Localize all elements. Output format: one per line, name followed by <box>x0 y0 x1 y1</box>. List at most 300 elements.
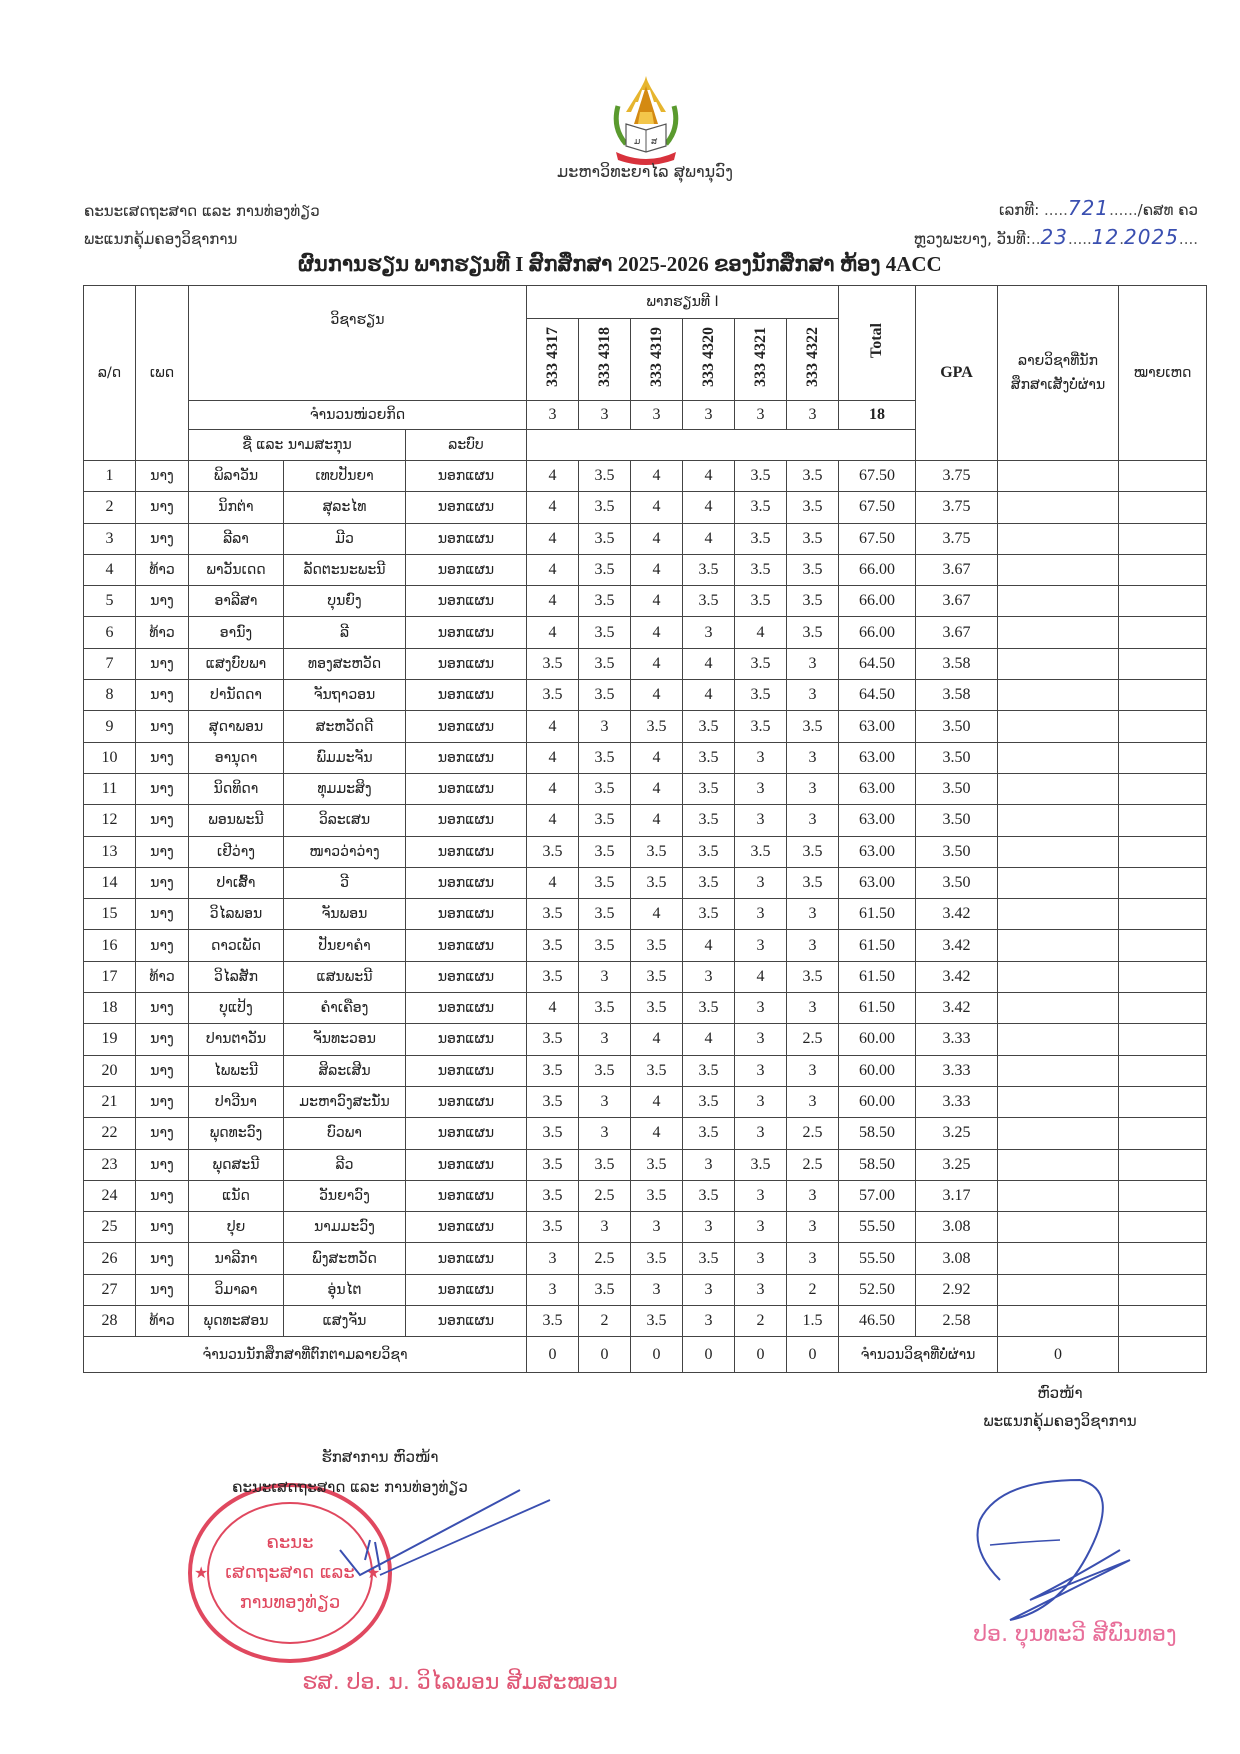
row-first-name: ນິດທິດາ <box>189 773 284 804</box>
row-grade: 3 <box>735 742 787 773</box>
table-row <box>84 1055 1207 1086</box>
row-last-name: ສິລະເສີນ <box>284 1055 406 1086</box>
fail-count: 0 <box>683 1337 735 1373</box>
table-row <box>84 711 1207 742</box>
row-system: ນອກແຜນ <box>406 836 527 867</box>
row-no: 11 <box>84 773 136 804</box>
row-grade: 3.5 <box>579 586 631 617</box>
course-credits: 3 <box>579 401 631 430</box>
row-grade: 3.5 <box>787 461 839 492</box>
header-no: ລ/ດ <box>84 286 136 461</box>
row-grade: 3 <box>735 1212 787 1243</box>
row-remarks <box>1119 680 1207 711</box>
row-remarks <box>1119 742 1207 773</box>
row-system: ນອກແຜນ <box>406 805 527 836</box>
row-grade: 2.5 <box>579 1243 631 1274</box>
row-last-name: ມີວ <box>284 523 406 554</box>
row-grade: 3 <box>735 773 787 804</box>
row-grade: 3.5 <box>787 554 839 585</box>
header-gpa: GPA <box>916 286 998 461</box>
row-grade: 4 <box>527 867 579 898</box>
row-no: 22 <box>84 1118 136 1149</box>
row-first-name: ປາວີນາ <box>189 1086 284 1117</box>
row-total: 64.50 <box>839 680 916 711</box>
row-gpa: 3.75 <box>916 461 998 492</box>
row-total: 60.00 <box>839 1055 916 1086</box>
row-total: 52.50 <box>839 1274 916 1305</box>
table-row <box>84 586 1207 617</box>
row-first-name: ພິລາວັນ <box>189 461 284 492</box>
row-gpa: 2.92 <box>916 1274 998 1305</box>
row-grade: 3 <box>787 742 839 773</box>
row-failed-subjects <box>998 1086 1119 1117</box>
row-grade: 3.5 <box>527 1212 579 1243</box>
row-grade: 3 <box>683 1149 735 1180</box>
row-last-name: ທຸມມະສິງ <box>284 773 406 804</box>
row-system: ນອກແຜນ <box>406 1118 527 1149</box>
svg-text:ການທອງທ່ຽວ: ການທອງທ່ຽວ <box>239 1592 341 1613</box>
failed-subjects-value: 0 <box>998 1337 1119 1373</box>
row-total: 67.50 <box>839 523 916 554</box>
row-grade: 3.5 <box>631 867 683 898</box>
row-gender: ນາງ <box>136 930 189 961</box>
row-last-name: ທອງສະຫວັດ <box>284 648 406 679</box>
row-grade: 4 <box>631 617 683 648</box>
row-grade: 4 <box>527 617 579 648</box>
course-code: 333 4317 <box>527 319 579 401</box>
row-gpa: 3.75 <box>916 492 998 523</box>
row-gender: ນາງ <box>136 1243 189 1274</box>
row-gender: ນາງ <box>136 993 189 1024</box>
office-name: ພະແນກຄຸ້ມຄອງວິຊາການ <box>84 230 238 248</box>
table-row <box>84 461 1207 492</box>
row-failed-subjects <box>998 930 1119 961</box>
row-grade: 3.5 <box>631 1055 683 1086</box>
row-gpa: 3.33 <box>916 1055 998 1086</box>
row-grade: 3 <box>735 1180 787 1211</box>
course-code: 333 4321 <box>735 319 787 401</box>
row-gender: ນາງ <box>136 648 189 679</box>
row-no: 14 <box>84 867 136 898</box>
row-grade: 3 <box>735 1274 787 1305</box>
right-signatory-office: ພະແນກຄຸ້ມຄອງວິຊາການ <box>983 1412 1137 1430</box>
row-gender: ທ້າວ <box>136 617 189 648</box>
row-grade: 3.5 <box>683 1055 735 1086</box>
row-first-name: ນິກຕ່າ <box>189 492 284 523</box>
row-grade: 3.5 <box>735 680 787 711</box>
fail-count: 0 <box>527 1337 579 1373</box>
row-grade: 4 <box>631 586 683 617</box>
row-remarks <box>1119 1243 1207 1274</box>
row-system: ນອກແຜນ <box>406 899 527 930</box>
row-first-name: ພຸດທະສອນ <box>189 1306 284 1337</box>
row-grade: 3.5 <box>683 867 735 898</box>
row-failed-subjects <box>998 1243 1119 1274</box>
row-failed-subjects <box>998 617 1119 648</box>
row-system: ນອກແຜນ <box>406 523 527 554</box>
row-gender: ທ້າວ <box>136 961 189 992</box>
row-first-name: ວິມາລາ <box>189 1274 284 1305</box>
row-grade: 3.5 <box>631 836 683 867</box>
row-grade: 3.5 <box>735 836 787 867</box>
row-system: ນອກແຜນ <box>406 554 527 585</box>
row-grade: 3 <box>631 1274 683 1305</box>
row-first-name: ປຸຍ <box>189 1212 284 1243</box>
row-gpa: 3.08 <box>916 1243 998 1274</box>
row-grade: 3 <box>579 711 631 742</box>
row-first-name: ໄພພະນີ <box>189 1055 284 1086</box>
row-gender: ນາງ <box>136 1024 189 1055</box>
university-name: ມະຫາວິທະຍາໄລ ສຸພານຸວົງ <box>557 162 733 181</box>
header-total: Total <box>839 286 916 401</box>
row-grade: 4 <box>527 523 579 554</box>
row-total: 63.00 <box>839 805 916 836</box>
row-remarks <box>1119 1055 1207 1086</box>
row-failed-subjects <box>998 554 1119 585</box>
row-remarks <box>1119 711 1207 742</box>
row-grade: 3.5 <box>579 1149 631 1180</box>
row-remarks <box>1119 492 1207 523</box>
table-row <box>84 1274 1207 1305</box>
row-system: ນອກແຜນ <box>406 1024 527 1055</box>
row-grade: 2 <box>579 1306 631 1337</box>
row-grade: 3.5 <box>579 648 631 679</box>
row-total: 67.50 <box>839 461 916 492</box>
row-grade: 3.5 <box>787 711 839 742</box>
row-grade: 3.5 <box>683 742 735 773</box>
row-grade: 3.5 <box>683 773 735 804</box>
row-grade: 4 <box>735 961 787 992</box>
table-row <box>84 899 1207 930</box>
row-failed-subjects <box>998 586 1119 617</box>
row-last-name: ແສນພະນີ <box>284 961 406 992</box>
fail-count: 0 <box>735 1337 787 1373</box>
row-grade: 3.5 <box>527 1118 579 1149</box>
row-system: ນອກແຜນ <box>406 867 527 898</box>
row-grade: 3 <box>787 648 839 679</box>
table-row <box>84 554 1207 585</box>
row-grade: 3.5 <box>683 586 735 617</box>
right-signatory-name: ປອ. ບຸນທະວີ ສີພົນທອງ <box>973 1622 1177 1647</box>
row-total: 46.50 <box>839 1306 916 1337</box>
row-system: ນອກແຜນ <box>406 1086 527 1117</box>
row-remarks <box>1119 617 1207 648</box>
row-gpa: 3.67 <box>916 617 998 648</box>
grades-table <box>83 285 1207 1373</box>
row-gpa: 3.17 <box>916 1180 998 1211</box>
row-gender: ນາງ <box>136 867 189 898</box>
row-grade: 3.5 <box>579 742 631 773</box>
table-row <box>84 492 1207 523</box>
row-no: 23 <box>84 1149 136 1180</box>
row-last-name: ມະຫາວົງສະນັ່ນ <box>284 1086 406 1117</box>
row-no: 17 <box>84 961 136 992</box>
fail-count: 0 <box>787 1337 839 1373</box>
row-grade: 4 <box>683 461 735 492</box>
row-grade: 4 <box>631 742 683 773</box>
row-grade: 3 <box>579 961 631 992</box>
row-system: ນອກແຜນ <box>406 617 527 648</box>
row-gender: ນາງ <box>136 1086 189 1117</box>
row-total: 57.00 <box>839 1180 916 1211</box>
course-credits: 3 <box>631 401 683 430</box>
document-number-label: ເລກທີ: <box>998 201 1040 219</box>
row-grade: 4 <box>631 648 683 679</box>
row-grade: 3 <box>683 961 735 992</box>
row-grade: 3.5 <box>787 867 839 898</box>
svg-text:ມ: ມ <box>634 137 641 147</box>
header-subject: ວິຊາຮຽນ <box>189 286 527 401</box>
row-grade: 3.5 <box>631 711 683 742</box>
row-grade: 4 <box>683 680 735 711</box>
row-gpa: 3.33 <box>916 1024 998 1055</box>
row-failed-subjects <box>998 680 1119 711</box>
row-grade: 3 <box>579 1024 631 1055</box>
row-grade: 3.5 <box>579 523 631 554</box>
row-no: 19 <box>84 1024 136 1055</box>
row-system: ນອກແຜນ <box>406 586 527 617</box>
row-gender: ນາງ <box>136 586 189 617</box>
document-number: ເລກທີ: .....721....../ຄສທ ຄວ <box>998 196 1198 220</box>
row-first-name: ພຸດທະວົງ <box>189 1118 284 1149</box>
row-first-name: ປາເສົ້າ <box>189 867 284 898</box>
row-grade: 4 <box>631 492 683 523</box>
row-first-name: ພອນພະນີ <box>189 805 284 836</box>
row-last-name: ລັດຕະນະພະນີ <box>284 554 406 585</box>
table-row <box>84 1149 1207 1180</box>
row-remarks <box>1119 554 1207 585</box>
row-remarks <box>1119 1149 1207 1180</box>
row-grade: 3 <box>735 867 787 898</box>
row-gpa: 3.50 <box>916 773 998 804</box>
row-last-name: ພົງສະຫວັດ <box>284 1243 406 1274</box>
faculty-name: ຄະນະເສດຖະສາດ ແລະ ການທ່ອງທ່ຽວ <box>84 202 320 220</box>
row-total: 61.50 <box>839 993 916 1024</box>
row-no: 7 <box>84 648 136 679</box>
row-no: 20 <box>84 1055 136 1086</box>
row-system: ນອກແຜນ <box>406 1243 527 1274</box>
row-total: 63.00 <box>839 836 916 867</box>
row-remarks <box>1119 586 1207 617</box>
row-last-name: ພົມມະຈັນ <box>284 742 406 773</box>
row-grade: 3 <box>683 1274 735 1305</box>
document-number-value: 721 <box>1067 196 1110 220</box>
row-total: 55.50 <box>839 1243 916 1274</box>
row-grade: 3.5 <box>735 586 787 617</box>
row-system: ນອກແຜນ <box>406 930 527 961</box>
row-failed-subjects <box>998 1024 1119 1055</box>
row-gender: ນາງ <box>136 773 189 804</box>
fail-count: 0 <box>631 1337 683 1373</box>
row-grade: 3.5 <box>579 461 631 492</box>
course-code: 333 4320 <box>683 319 735 401</box>
row-no: 10 <box>84 742 136 773</box>
row-last-name: ຄຳເຄືອງ <box>284 993 406 1024</box>
row-remarks <box>1119 1180 1207 1211</box>
row-gender: ທ້າວ <box>136 554 189 585</box>
row-grade: 3.5 <box>683 554 735 585</box>
row-grade: 3 <box>735 1243 787 1274</box>
row-grade: 3.5 <box>735 523 787 554</box>
right-signature-icon <box>960 1430 1180 1630</box>
row-grade: 3.5 <box>631 1180 683 1211</box>
row-remarks <box>1119 805 1207 836</box>
row-grade: 4 <box>683 1024 735 1055</box>
credits-total: 18 <box>839 401 916 430</box>
row-grade: 3 <box>787 1243 839 1274</box>
row-failed-subjects <box>998 836 1119 867</box>
row-total: 58.50 <box>839 1118 916 1149</box>
date-month: 12 <box>1091 225 1120 249</box>
row-last-name: ສຸລະໄທ <box>284 492 406 523</box>
svg-text:★: ★ <box>366 1563 381 1582</box>
row-grade: 3.5 <box>683 805 735 836</box>
row-gpa: 3.25 <box>916 1118 998 1149</box>
course-credits: 3 <box>683 401 735 430</box>
row-total: 63.00 <box>839 711 916 742</box>
row-last-name: ເທບປັນຍາ <box>284 461 406 492</box>
row-grade: 3 <box>735 805 787 836</box>
row-last-name: ຈັນພອນ <box>284 899 406 930</box>
row-failed-subjects <box>998 899 1119 930</box>
row-grade: 3 <box>735 899 787 930</box>
row-total: 63.00 <box>839 867 916 898</box>
row-grade: 3 <box>527 1274 579 1305</box>
row-first-name: ດາວເພັດ <box>189 930 284 961</box>
table-row <box>84 805 1207 836</box>
row-remarks <box>1119 1212 1207 1243</box>
row-grade: 4 <box>683 648 735 679</box>
row-grade: 3.5 <box>631 1243 683 1274</box>
row-grade: 3 <box>787 1180 839 1211</box>
row-grade: 4 <box>631 1024 683 1055</box>
row-gender: ນາງ <box>136 492 189 523</box>
row-first-name: ອານຸດາ <box>189 742 284 773</box>
row-grade: 3.5 <box>683 836 735 867</box>
left-signatory-faculty: ຄະນະເສດຖະສາດ ແລະ ການທ່ອງທ່ຽວ <box>232 1478 468 1496</box>
table-row <box>84 1243 1207 1274</box>
row-remarks <box>1119 648 1207 679</box>
course-credits: 3 <box>735 401 787 430</box>
row-gender: ນາງ <box>136 1118 189 1149</box>
row-last-name: ຈັນຖາວອນ <box>284 680 406 711</box>
course-code: 333 4322 <box>787 319 839 401</box>
row-gpa: 3.50 <box>916 867 998 898</box>
row-grade: 3 <box>579 1212 631 1243</box>
row-system: ນອກແຜນ <box>406 1055 527 1086</box>
table-row <box>84 836 1207 867</box>
row-no: 18 <box>84 993 136 1024</box>
row-gender: ນາງ <box>136 461 189 492</box>
row-gpa: 3.42 <box>916 930 998 961</box>
row-grade: 3.5 <box>527 1086 579 1117</box>
row-total: 61.50 <box>839 961 916 992</box>
row-grade: 3.5 <box>683 1243 735 1274</box>
document-date: ຫຼວງພະບາງ, ວັນທີ:..23.....12.2025.... <box>913 225 1198 249</box>
row-grade: 3.5 <box>527 961 579 992</box>
row-grade: 3.5 <box>735 461 787 492</box>
row-no: 27 <box>84 1274 136 1305</box>
row-system: ນອກແຜນ <box>406 680 527 711</box>
table-row <box>84 773 1207 804</box>
row-remarks <box>1119 1024 1207 1055</box>
row-grade: 3.5 <box>631 1306 683 1337</box>
row-grade: 3 <box>735 1086 787 1117</box>
document-number-suffix: /ຄສທ ຄວ <box>1137 201 1198 219</box>
table-row <box>84 867 1207 898</box>
row-gpa: 3.75 <box>916 523 998 554</box>
course-credits: 3 <box>527 401 579 430</box>
row-grade: 3.5 <box>787 523 839 554</box>
row-gender: ນາງ <box>136 1055 189 1086</box>
row-grade: 3.5 <box>579 680 631 711</box>
header-gender: ເພດ <box>136 286 189 461</box>
row-grade: 3.5 <box>579 930 631 961</box>
row-failed-subjects <box>998 1274 1119 1305</box>
table-row <box>84 1086 1207 1117</box>
summary-label: ຈຳນວນນັກສຶກສາທີ່ຕົກຕາມລາຍວິຊາ <box>84 1337 527 1373</box>
row-grade: 4 <box>527 461 579 492</box>
row-last-name: ວີ <box>284 867 406 898</box>
row-grade: 3.5 <box>631 1149 683 1180</box>
row-failed-subjects <box>998 867 1119 898</box>
header-remarks: ໝາຍເຫດ <box>1119 286 1207 461</box>
table-row <box>84 523 1207 554</box>
row-system: ນອກແຜນ <box>406 993 527 1024</box>
row-grade: 3.5 <box>683 711 735 742</box>
row-last-name: ຈັນທະວອນ <box>284 1024 406 1055</box>
row-first-name: ແນັດ <box>189 1180 284 1211</box>
row-last-name: ອຸ່ນໄຕ <box>284 1274 406 1305</box>
row-grade: 4 <box>527 711 579 742</box>
row-grade: 3.5 <box>527 1180 579 1211</box>
row-total: 63.00 <box>839 742 916 773</box>
row-grade: 3 <box>787 930 839 961</box>
row-no: 25 <box>84 1212 136 1243</box>
row-gpa: 3.42 <box>916 993 998 1024</box>
row-first-name: ແສງບົບພາ <box>189 648 284 679</box>
svg-text:ສ: ສ <box>651 137 658 147</box>
row-gpa: 3.50 <box>916 805 998 836</box>
row-gender: ນາງ <box>136 523 189 554</box>
row-gpa: 3.67 <box>916 586 998 617</box>
fail-count: 0 <box>579 1337 631 1373</box>
row-total: 66.00 <box>839 554 916 585</box>
row-gender: ທ້າວ <box>136 1306 189 1337</box>
table-row <box>84 1118 1207 1149</box>
row-grade: 3 <box>527 1243 579 1274</box>
row-grade: 3 <box>787 680 839 711</box>
row-grade: 3.5 <box>579 993 631 1024</box>
row-grade: 3.5 <box>527 1024 579 1055</box>
row-remarks <box>1119 1306 1207 1337</box>
row-grade: 4 <box>631 773 683 804</box>
row-grade: 3.5 <box>735 1149 787 1180</box>
row-remarks <box>1119 1118 1207 1149</box>
row-no: 6 <box>84 617 136 648</box>
svg-text:ຄະນະ: ຄະນະ <box>266 1532 314 1553</box>
row-failed-subjects <box>998 1055 1119 1086</box>
row-no: 1 <box>84 461 136 492</box>
row-no: 26 <box>84 1243 136 1274</box>
row-grade: 4 <box>527 805 579 836</box>
row-gender: ນາງ <box>136 680 189 711</box>
row-grade: 3 <box>787 993 839 1024</box>
row-no: 5 <box>84 586 136 617</box>
row-total: 60.00 <box>839 1024 916 1055</box>
name-label: ຊື່ ແລະ ນາມສະກຸນ <box>189 430 406 461</box>
row-grade: 3 <box>787 773 839 804</box>
